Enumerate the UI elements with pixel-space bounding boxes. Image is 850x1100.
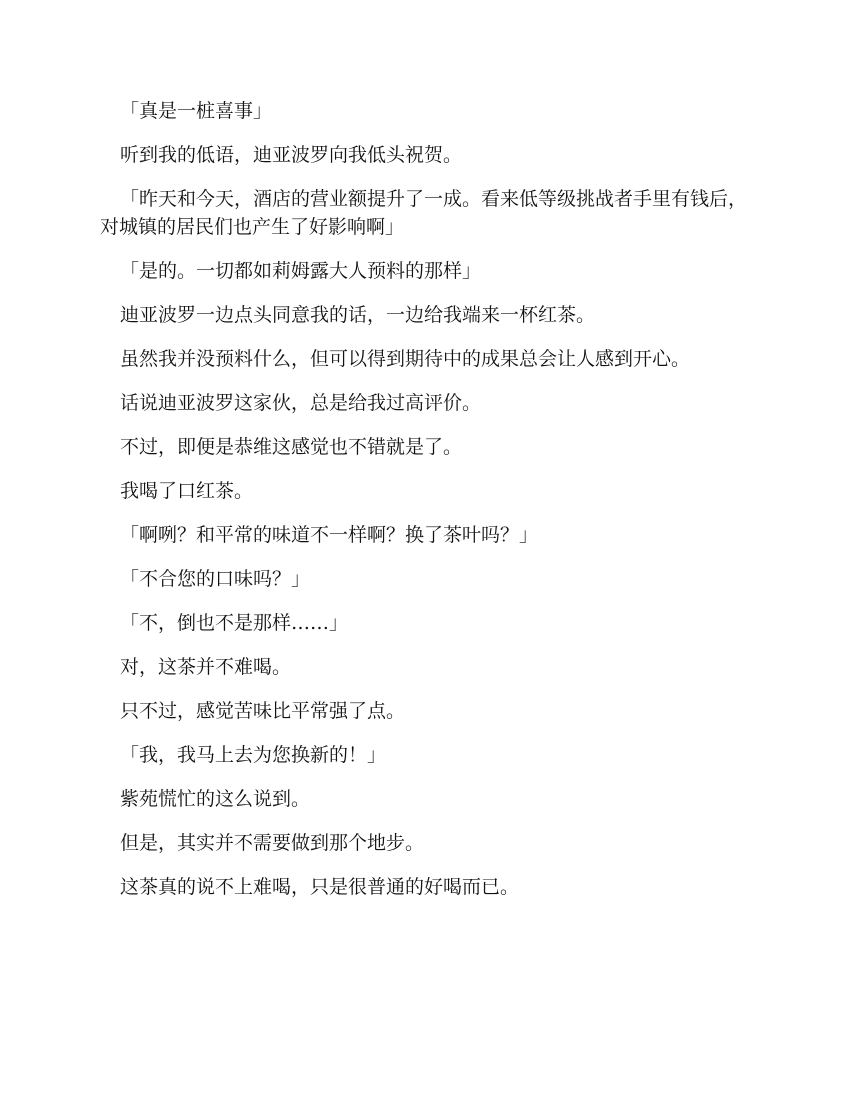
- paragraph: 对，这茶并不难喝。: [120, 656, 292, 678]
- paragraph: 「我，我马上去为您换新的！」: [120, 744, 387, 766]
- body-text: [100, 97, 760, 917]
- paragraph: 「啊咧？和平常的味道不一样啊？换了茶叶吗？」: [120, 524, 539, 546]
- paragraph: 虽然我并没预料什么，但可以得到期待中的成果总会让人感到开心。: [120, 348, 691, 370]
- paragraph: 不过，即便是恭维这感觉也不错就是了。: [120, 436, 463, 458]
- paragraph: 这茶真的说不上难喝，只是很普通的好喝而已。: [120, 876, 520, 898]
- paragraph: 紫苑慌忙的这么说到。: [120, 788, 311, 810]
- paragraph: 「是的。一切都如莉姆露大人预料的那样」: [120, 260, 482, 282]
- paragraph: 「不合您的口味吗？」: [120, 568, 311, 590]
- paragraph: 话说迪亚波罗这家伙，总是给我过高评价。: [120, 392, 482, 414]
- paragraph: 只不过，感觉苦味比平常强了点。: [120, 700, 406, 722]
- paragraph: 「不，倒也不是那样……」: [120, 612, 349, 634]
- paragraph: 听到我的低语，迪亚波罗向我低头祝贺。: [120, 144, 463, 166]
- paragraph: 「真是一桩喜事」: [120, 100, 273, 122]
- paragraph: 「昨天和今天，酒店的营业额提升了一成。看来低等级挑战者手里有钱后，对城镇的居民们也产生了好影响啊」: [100, 188, 748, 238]
- paragraph: 我喝了口红茶。: [120, 480, 254, 502]
- paragraph: 但是，其实并不需要做到那个地步。: [120, 832, 425, 854]
- paragraph: 迪亚波罗一边点头同意我的话，一边给我端来一杯红茶。: [120, 304, 596, 326]
